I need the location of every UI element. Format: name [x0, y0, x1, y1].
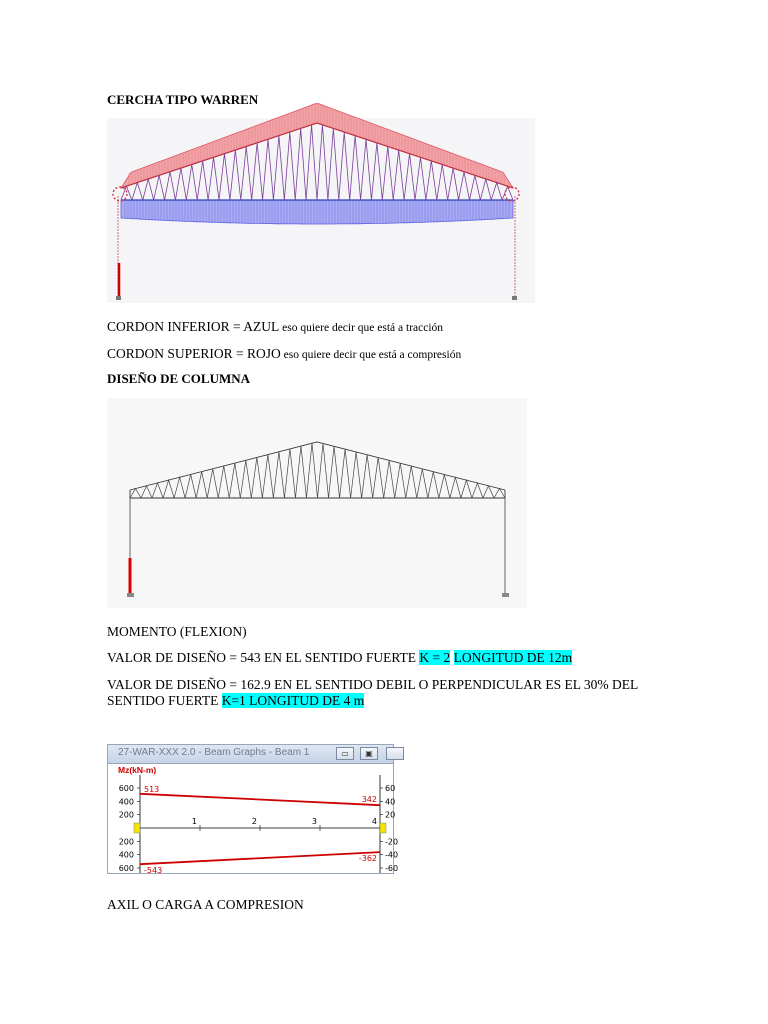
web-diagonal [339, 132, 350, 200]
cordon-superior-line [107, 345, 461, 363]
web-diagonal [428, 472, 439, 498]
web-diagonal [450, 477, 461, 498]
web-diagonal [230, 150, 241, 200]
web-diagonal [175, 168, 186, 200]
web-diagonal [373, 458, 384, 498]
axil-heading: AXIL O CARGA A COMPRESION [107, 897, 304, 912]
web-diagonal [251, 457, 262, 498]
web-diagonal [132, 183, 143, 200]
web-diagonal [295, 128, 306, 200]
data-label: 513 [144, 784, 160, 794]
web-diagonal [404, 154, 415, 200]
moment-line [140, 852, 380, 864]
web-diagonal [328, 128, 339, 200]
web-diagonal [318, 444, 329, 499]
minimize-button[interactable]: ▭ [336, 747, 354, 760]
cordon-inferior-note: eso quiere decir que está a tracción [279, 322, 444, 334]
y-tick-label-right: 20 [385, 810, 396, 820]
cordon-superior-note: eso quiere decir que está a compresión [280, 349, 462, 361]
moment-chart [108, 763, 399, 876]
longitud-debil-highlight: K=1 LONGITUD DE 4 m [221, 693, 365, 708]
web-diagonal [417, 469, 428, 498]
y-tick-label-left: 200 [118, 810, 134, 820]
web-diagonal [252, 143, 263, 200]
web-diagonal [395, 463, 406, 498]
data-label: -362 [358, 854, 377, 864]
web-diagonal [350, 136, 361, 200]
support-left [127, 593, 134, 597]
web-diagonal [273, 136, 284, 200]
support-marker-right [380, 823, 386, 833]
joint-marker [505, 187, 519, 201]
web-diagonal [384, 460, 395, 498]
web-diagonal [263, 139, 274, 200]
cordon-inferior-line [107, 318, 443, 336]
web-diagonal [483, 486, 494, 498]
web-diagonal [317, 125, 328, 200]
web-diagonal [284, 132, 295, 200]
window-title: 27-WAR-XXX 2.0 - Beam Graphs - Beam 1 [118, 747, 310, 758]
y-tick-label-left: 400 [118, 797, 134, 807]
valor-diseno-debil [107, 677, 667, 709]
truss-geometry-figure [107, 398, 527, 608]
web-diagonal [393, 150, 404, 200]
web-diagonal [154, 175, 165, 200]
support-right [502, 593, 509, 597]
web-diagonal [186, 165, 197, 201]
web-diagonal [207, 469, 218, 498]
truss-force-diagram [107, 118, 535, 303]
web-diagonal [219, 154, 230, 200]
web-diagonal [306, 443, 317, 498]
truss-force-figure [107, 118, 535, 303]
y-tick-label-left: 600 [118, 784, 134, 793]
truss-geometry-diagram [107, 398, 527, 608]
web-diagonal [284, 449, 295, 498]
x-tick-label: 4 [371, 817, 377, 826]
web-diagonal [185, 474, 196, 498]
web-diagonal [439, 475, 450, 499]
web-diagonal [121, 186, 132, 200]
web-diagonal [241, 147, 252, 201]
cordon-superior-label: CORDON SUPERIOR = ROJO [107, 346, 281, 361]
web-diagonal [382, 147, 393, 201]
web-diagonal [491, 183, 502, 200]
web-diagonal [163, 480, 174, 498]
k-fuerte-highlight: K = 2 [419, 650, 451, 665]
web-diagonal [415, 157, 426, 200]
heading-cercha: CERCHA TIPO WARREN [107, 92, 259, 107]
web-diagonal [362, 455, 373, 498]
x-tick-label: 1 [191, 817, 197, 826]
web-diagonal [406, 466, 417, 498]
web-diagonal [459, 172, 470, 200]
y-tick-label-right: -40 [385, 850, 399, 860]
web-diagonal [472, 483, 483, 498]
support-marker-left [134, 823, 140, 833]
support [512, 296, 517, 300]
y-tick-label-right: 60 [385, 784, 396, 793]
web-diagonal [340, 449, 351, 498]
web-diagonal [437, 165, 448, 201]
y-tick-label-left: 400 [118, 850, 134, 860]
web-diagonal [197, 161, 208, 200]
x-tick-label: 2 [251, 817, 257, 826]
web-diagonal [165, 172, 176, 200]
y-tick-label-left: 600 [118, 864, 134, 873]
web-diagonal [361, 139, 372, 200]
valor-diseno-fuerte [107, 650, 572, 666]
data-label: 342 [361, 795, 377, 805]
cordon-inferior-label: CORDON INFERIOR = AZUL [107, 319, 280, 334]
close-button[interactable] [386, 747, 404, 760]
web-diagonal [141, 486, 152, 498]
web-diagonal [143, 179, 154, 200]
web-diagonal [371, 143, 382, 200]
chart-ylabel: Mz(kN-m) [118, 765, 157, 775]
window-titlebar[interactable] [108, 745, 393, 764]
web-diagonal [480, 179, 491, 200]
web-diagonal [461, 480, 472, 498]
web-diagonal [240, 460, 251, 498]
y-tick-label-right: 40 [385, 797, 396, 807]
web-diagonal [448, 168, 459, 200]
x-tick-label: 3 [311, 817, 317, 826]
web-diagonal [208, 157, 219, 200]
y-tick-label-left: 200 [118, 837, 134, 847]
web-diagonal [218, 466, 229, 498]
maximize-button[interactable]: ▣ [360, 747, 378, 760]
top-chord [130, 442, 505, 490]
support [116, 296, 121, 300]
web-diagonal [273, 452, 284, 498]
beam-graph-window [107, 744, 399, 876]
web-diagonal [174, 477, 185, 498]
momento-heading: MOMENTO (FLEXION) [107, 624, 247, 639]
longitud-fuerte-highlight: LONGITUD DE 12m [453, 650, 573, 665]
web-diagonal [262, 455, 273, 498]
moment-line [140, 794, 380, 805]
web-diagonal [196, 472, 207, 498]
web-diagonal [229, 463, 240, 498]
web-diagonal [351, 452, 362, 498]
valor-debil-text: VALOR DE DISEÑO = 162.9 EN EL SENTIDO DEBIL O PERPENDICULAR ES EL 30% DEL SENTIDO FUERTE [107, 677, 638, 708]
web-diagonal [469, 175, 480, 200]
y-tick-label-right: -60 [385, 864, 399, 873]
valor-fuerte-text: VALOR DE DISEÑO = 543 EN EL SENTIDO FUERTE [107, 650, 420, 665]
web-diagonal [426, 161, 437, 200]
data-label: -543 [144, 866, 163, 876]
web-diagonal [329, 446, 340, 498]
heading-diseno-columna: DISEÑO DE COLUMNA [107, 371, 251, 386]
y-tick-label-right: -20 [385, 837, 399, 847]
web-diagonal [306, 125, 317, 200]
web-diagonal [295, 446, 306, 498]
web-diagonal [152, 483, 163, 498]
